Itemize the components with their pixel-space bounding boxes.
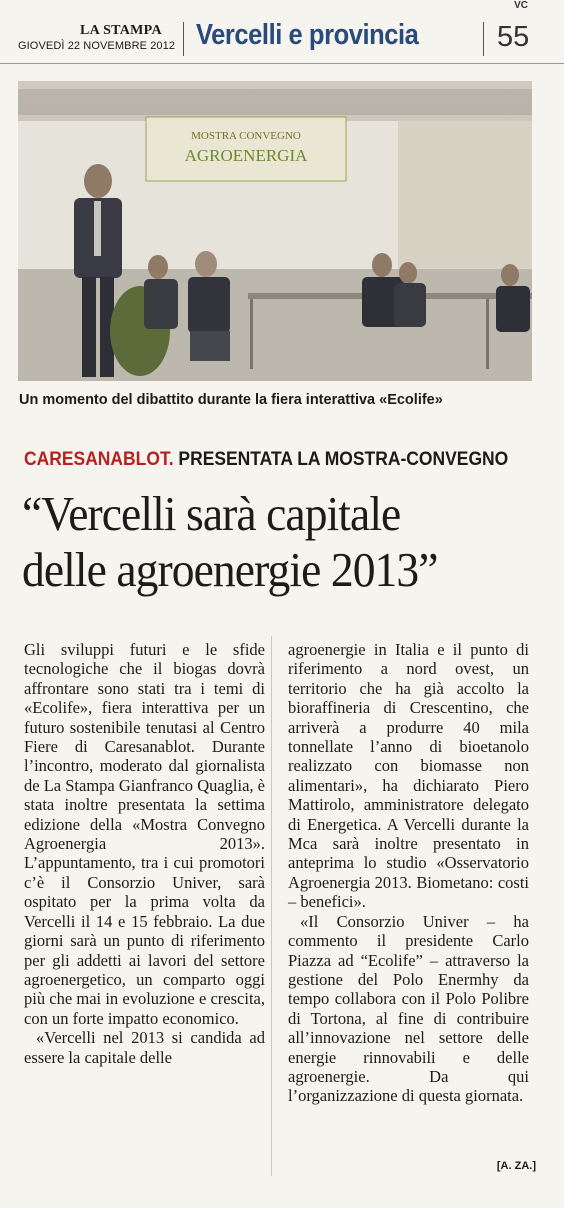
body-paragraph: Gli sviluppi futuri e le sfide tecnologiche che il biogas dovrà affrontare sono stati tra i temi di «Ecolife», fiera interattiva per un futuro sostenibile tenutasi al Centro Fiere di Caresanablot. Durante l’incontro, moderato dal giornalista de La Stampa Gianfranco Quaglia, è stata inoltre presentata la settima edizione della «Mostra Convegno Agroenergia 2013». L’appuntamento, tra i cui promotori c’è il Consorzio Univer, sarà ospitato per la prima volta da Vercelli il 14 e 15 febbraio. La due giorni sarà un punto di riferimento per gli addetti ai lavori del settore agroenergetico, un comparto oggi più che mai in evoluzione e crescita, con un forte impatto economico.	[24, 640, 265, 1028]
header-rule	[0, 63, 564, 64]
photo-caption: Un momento del dibattito durante la fiera interattiva «Ecolife»	[19, 392, 443, 408]
kicker-location: CARESANABLOT.	[24, 449, 174, 470]
body-paragraph: «Vercelli nel 2013 si candida ad essere la capitale delle	[24, 1028, 265, 1067]
kicker-text: PRESENTATA LA MOSTRA-CONVEGNO	[178, 449, 509, 470]
event-photo	[18, 81, 532, 381]
edition-code: VC	[514, 0, 528, 11]
banner-line-1: MOSTRA CONVEGNO	[191, 130, 301, 142]
article-headline	[22, 486, 506, 598]
section-title: Vercelli e provincia	[196, 19, 419, 51]
masthead-divider-2	[483, 22, 484, 56]
headline-line-1: “Vercelli sarà capitale	[22, 486, 401, 541]
publication-date: GIOVEDÌ 22 NOVEMBRE 2012	[18, 40, 176, 52]
byline: [A. ZA.]	[496, 1160, 536, 1172]
body-paragraph: agroenergie in Italia e il punto di riferimento a nord ovest, un territorio che ha già accolto la bioraffineria di Crescentino, che arriverà a produrre 40 mila tonnellate l’anno di bioetanolo realizzato con biomasse non alimentari», ha dichiarato Piero Mattirolo, amministratore delegato di Energetica. A Vercelli durante la Mca sarà inoltre presentato in anteprima lo studio «Osservatorio Agroenergia 2013. Biometano: costi – benefici».	[288, 640, 529, 912]
masthead-divider	[183, 22, 184, 56]
article-column-2	[288, 640, 529, 1106]
banner-line-2: AGROENERGIA	[184, 146, 308, 165]
page-number: 55	[497, 21, 530, 53]
body-paragraph: «Il Consorzio Univer – ha commento il presidente Carlo Piazza ad “Ecolife” – attraverso la gestione del Polo Enermhy da tempo collabora con il Polo Polibre di Tortona, al fine di contribuire all’innovazione nel settore delle energie rinnovabili e delle agroenergie. Da qui l’organizzazione di questa giornata.	[288, 911, 529, 1106]
article-column-1	[24, 640, 265, 1067]
article-kicker	[24, 449, 508, 471]
headline-line-2: delle agroenergie 2013”	[22, 542, 438, 597]
newspaper-name: LA STAMPA	[80, 23, 162, 38]
column-divider	[271, 636, 272, 1176]
